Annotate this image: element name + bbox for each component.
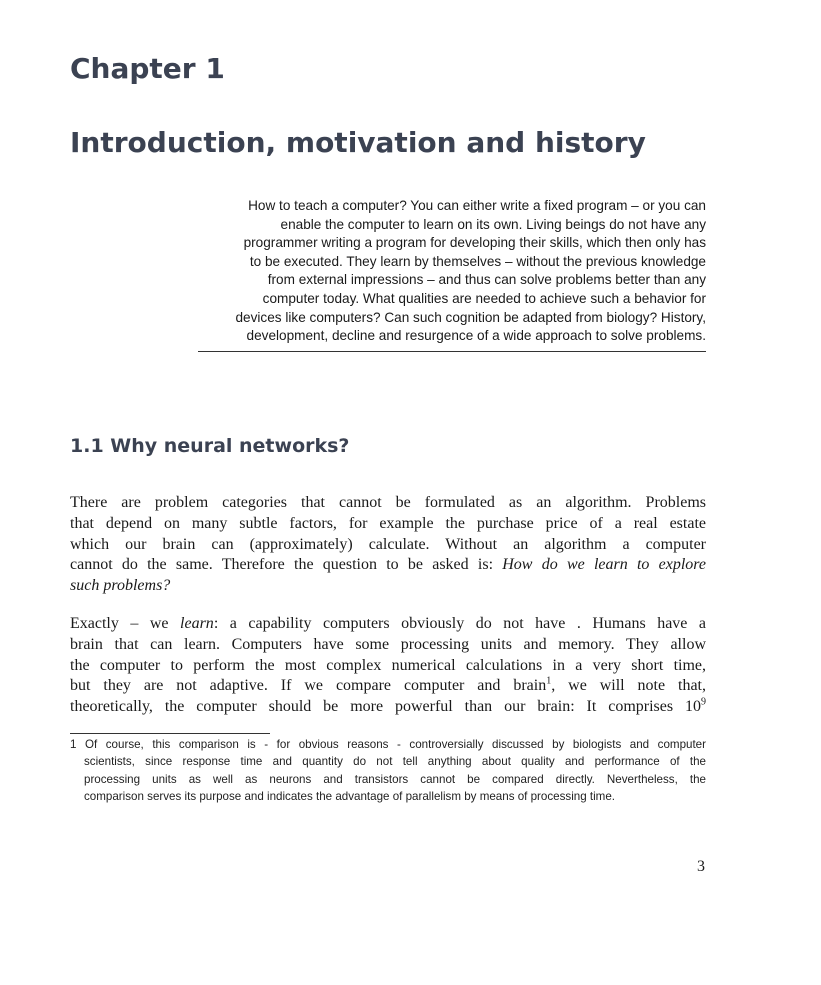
text: but they are not adaptive. If we compare computer and brain <box>70 677 547 695</box>
abstract-line: computer today. What qualities are needed to achieve such a behavior for <box>262 290 706 306</box>
emphasis: How do we learn to explore <box>502 556 707 574</box>
chapter-title: Introduction, motivation and history <box>70 126 646 159</box>
page-number: 3 <box>697 858 705 875</box>
abstract-line: devices like computers? Can such cognition be adapted from biology? History, <box>235 309 706 325</box>
footnote-line: processing units as well as neurons and transistors cannot be compared directly. Nevertheless, the <box>84 772 706 786</box>
abstract-line: programmer writing a program for developing their skills, which then only has <box>243 235 706 251</box>
abstract-line: from external impressions – and thus can solve problems better than any <box>267 272 706 288</box>
text-line <box>70 576 706 597</box>
footnote-line: scientists, since response time and quantity do not tell anything about quality and performance of the <box>84 755 706 769</box>
text: Exactly – we <box>70 615 169 632</box>
paragraph-2 <box>70 614 706 718</box>
text: theoretically, the computer should be more powerful than our brain: It comprises 10 <box>70 698 701 716</box>
footnote <box>70 736 706 805</box>
abstract-line: How to teach a computer? You can either write a fixed program – or you can <box>248 198 706 213</box>
text: , we will note that, <box>551 677 707 695</box>
abstract-line: enable the computer to learn on its own. Living beings do not have any <box>280 216 706 232</box>
footnote-line: 1 Of course, this comparison is - for obvious reasons - controversially discussed by biologists and computer <box>70 738 706 751</box>
emphasis: such problems? <box>70 577 171 595</box>
text-line: There are problem categories that cannot be formulated as an algorithm. Problems <box>70 494 706 511</box>
footnote-line: comparison serves its purpose and indicates the advantage of parallelism by means of processing time. <box>84 789 616 803</box>
emphasis: learn <box>180 615 214 632</box>
text-line <box>70 676 706 697</box>
footnote-divider <box>70 733 270 734</box>
text-line: that depend on many subtle factors, for example the purchase price of a real estate <box>70 514 706 532</box>
abstract-line: to be executed. They learn by themselves – without the previous knowledge <box>249 253 706 269</box>
text: cannot do the same. Therefore the question to be asked is: <box>70 556 494 574</box>
section-heading: 1.1 Why neural networks? <box>70 435 350 457</box>
exponent: 9 <box>701 696 706 708</box>
chapter-label: Chapter 1 <box>70 52 225 85</box>
text-line <box>70 697 706 718</box>
text-line <box>70 555 706 576</box>
text-line: the computer to perform the most complex numerical calculations in a very short time, <box>70 656 706 674</box>
footnote-ref[interactable]: 1 <box>546 676 552 688</box>
text: : a capability computers obviously do not have . Humans have a <box>213 615 706 632</box>
abstract-divider <box>198 351 706 352</box>
text-line: which our brain can (approximately) calculate. Without an algorithm a computer <box>70 535 706 553</box>
abstract-line: development, decline and resurgence of a wide approach to solve problems. <box>246 328 706 344</box>
paragraph-1 <box>70 493 706 597</box>
chapter-abstract <box>198 197 706 346</box>
text-line: brain that can learn. Computers have some processing units and memory. They allow <box>70 635 706 653</box>
text-line <box>70 614 706 635</box>
